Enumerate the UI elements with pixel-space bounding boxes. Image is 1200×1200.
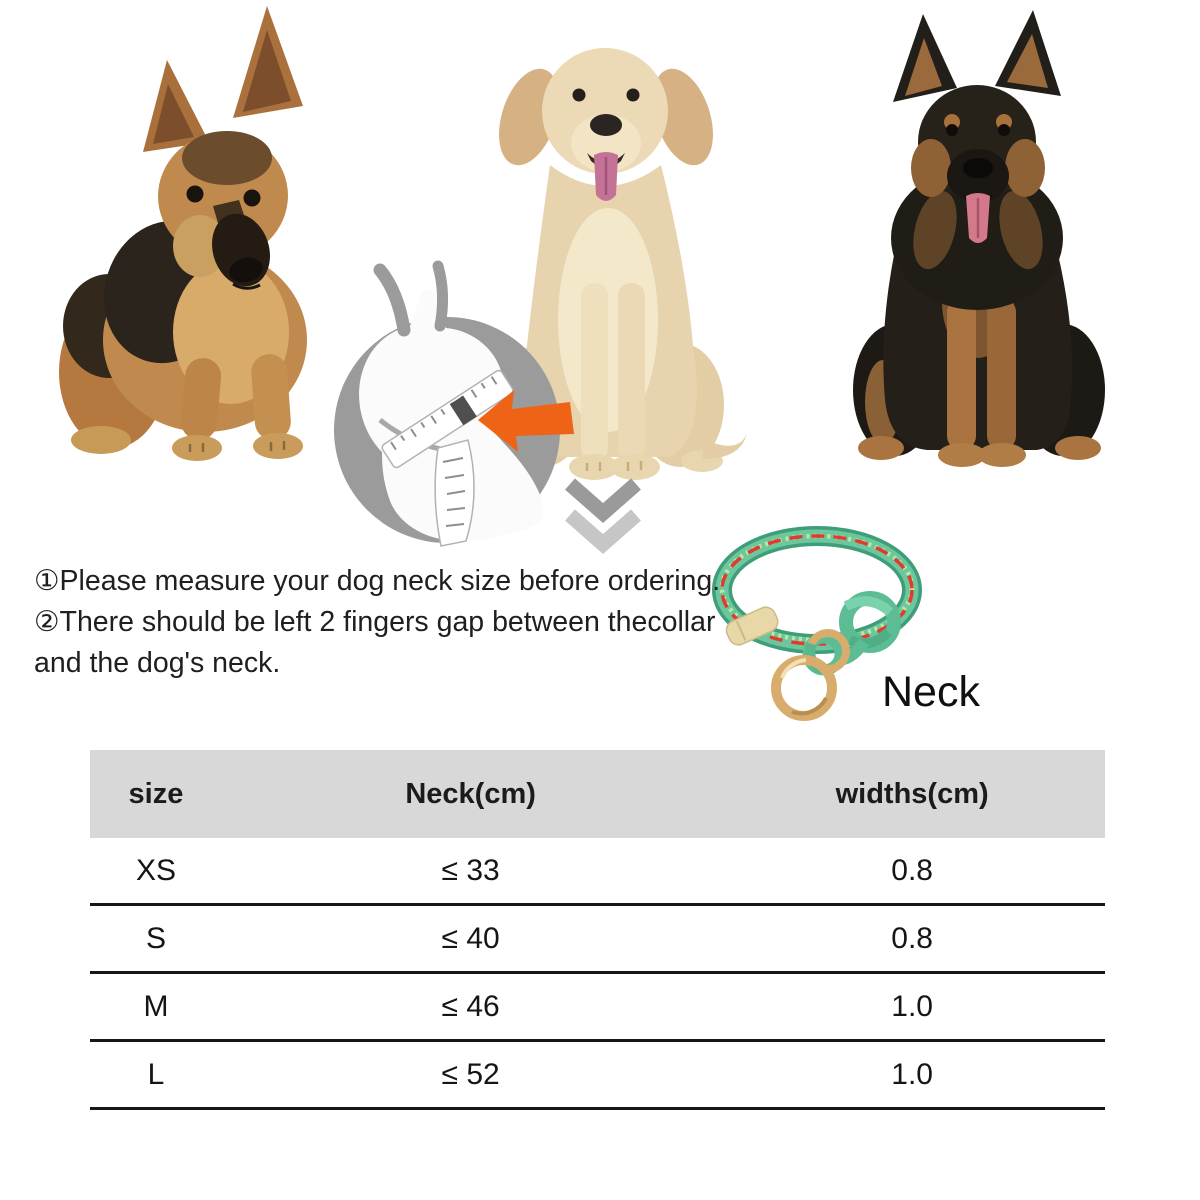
width-cell: 1.0 — [891, 989, 933, 1023]
measure-note-line3: and the dog's neck. — [34, 647, 281, 679]
header-cell-size: size — [128, 777, 184, 810]
size-cell: XS — [135, 853, 176, 887]
double-chevron-down-icon — [570, 484, 636, 544]
header-cell-widths: widths(cm) — [835, 777, 989, 810]
neck-label: Neck — [882, 668, 980, 716]
neck-cell: ≤ 40 — [441, 921, 500, 955]
table-row-s — [90, 906, 1105, 974]
size-table-header — [90, 750, 1105, 838]
width-cell: 0.8 — [891, 853, 933, 887]
width-cell: 0.8 — [891, 921, 933, 955]
header-cell-neck: Neck(cm) — [405, 777, 536, 810]
width-cell: 1.0 — [891, 1057, 933, 1091]
measure-notes — [34, 561, 724, 684]
table-row-xs — [90, 838, 1105, 906]
table-row-l — [90, 1042, 1105, 1110]
dog-photo-german-shepherd-puppy — [59, 6, 307, 461]
size-cell: L — [147, 1057, 165, 1091]
size-cell: S — [145, 921, 166, 955]
neck-cell: ≤ 33 — [441, 853, 500, 887]
measure-note-line1: ①Please measure your dog neck size before ordering. — [34, 565, 721, 597]
dog-photo-german-shepherd-adult — [853, 10, 1105, 467]
neck-cell: ≤ 46 — [441, 989, 500, 1023]
size-table — [90, 750, 1105, 1110]
neck-cell: ≤ 52 — [441, 1057, 500, 1091]
table-row-m — [90, 974, 1105, 1042]
size-cell: M — [143, 989, 169, 1023]
measure-note-line2: ②There should be left 2 fingers gap between thecollar — [34, 606, 716, 638]
